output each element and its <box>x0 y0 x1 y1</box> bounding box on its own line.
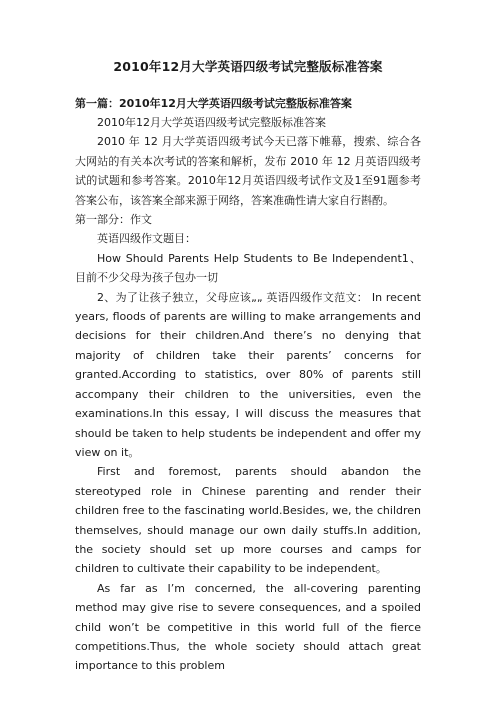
paragraph-part-one: 第一部分：作文 <box>75 213 152 227</box>
paragraph-essay-topic-label: 英语四级作文题目： <box>97 232 196 246</box>
paragraph-subtitle: 2010年12月大学英语四级考试完整版标准答案 <box>97 116 326 129</box>
document-title: 2010年12月大学英语四级考试完整版标准答案 <box>113 59 383 74</box>
section-heading: 第一篇：2010年12月大学英语四级考试完整版标准答案 <box>75 97 352 110</box>
paragraph-sample-essay-1: 2、为了让孩子独立，父母应该„„ 英语四级作文范文： In recent years, floods of parents are willing to make arrangements and decisions for their children.And there’s no denying that majority of children take their parents’ concerns for granted.According to statistics, over 80% of parents still accompany their children to the universities, even the examinations.In this essay, I will discuss the measures that should be taken to help students be independent and offer my view on it。 <box>75 290 421 459</box>
paragraph-essay-topic: How Should Parents Help Students to Be Independent1、目前不少父母为孩子包办一切 <box>75 251 421 285</box>
paragraph-sample-essay-2: First and foremost, parents should abandon the stereotyped role in Chinese parenting and render their children free to the fascinating world.Besides, we, the children themselves, should manage our own daily stuffs.In addition, the society should set up more courses and camps for children to cultivate their capability to be independent。 <box>75 465 421 576</box>
paragraph-sample-essay-3: As far as I’m concerned, the all-covering parenting method may give rise to severe consequences, and a spoiled child won’t be competitive in this world full of the fierce competitions.Thus, the whole society should attach great importance to this problem <box>75 581 421 673</box>
paragraph-intro: 2010 年 12 月大学英语四级考试今天已落下帷幕，搜索、综合各大网站的有关本次考试的答案和解析，发布 2010 年 12 月英语四级考试的试题和参考答案。2010年12月英语四级考试作文及1至91题参考答案公布，该答案全部来源于网络，答案准确性请大家自行斟酌。 <box>75 135 421 207</box>
